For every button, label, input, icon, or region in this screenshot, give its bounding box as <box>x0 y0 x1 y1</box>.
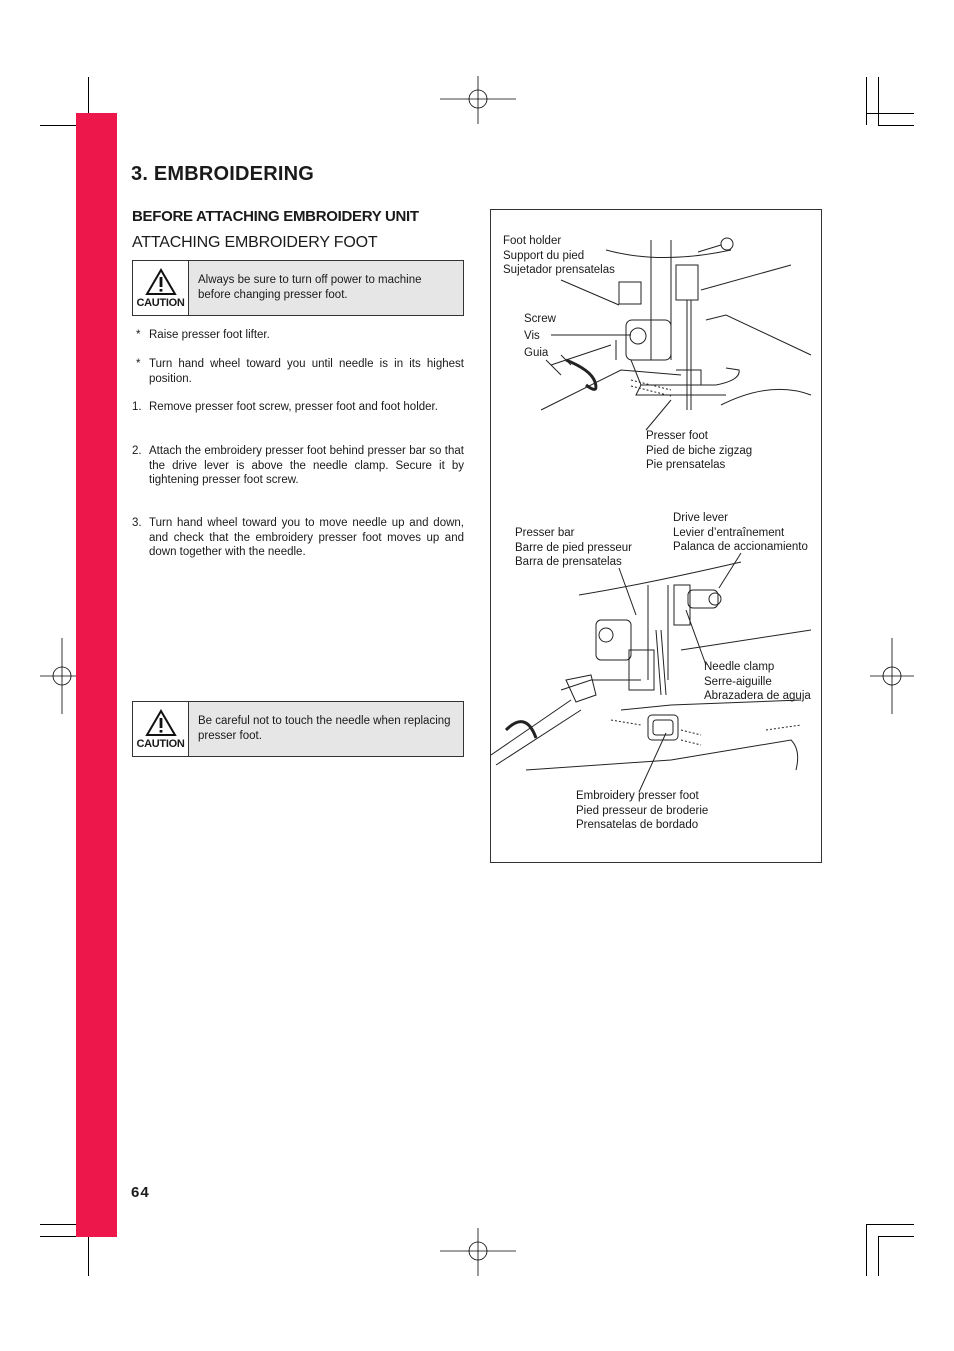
caution-message: Be careful not to touch the needle when replacing presser foot. <box>189 702 463 756</box>
page-number: 64 <box>131 1184 150 1201</box>
label-embroidery-presser-foot: Embroidery presser foot Pied presseur de broderie Prensatelas de bordado <box>576 790 709 831</box>
registration-mark-top <box>440 76 516 124</box>
caution-icon-cell <box>133 261 189 315</box>
section-title: 3. EMBROIDERING <box>131 163 315 185</box>
label-presser-foot: Presser foot Pied de biche zigzag Pie prensatelas <box>646 430 753 471</box>
step-3 <box>132 516 464 560</box>
warning-triangle-icon <box>145 709 177 737</box>
label-drive-lever: Drive lever Levier d’entraînement Palanca de accionamiento <box>673 512 808 553</box>
registration-mark-right <box>870 638 914 714</box>
step-2 <box>132 444 464 488</box>
chapter-color-bar <box>76 113 117 1237</box>
caution-box-needle <box>132 701 464 757</box>
step-turn-handwheel <box>132 357 464 386</box>
subheading: ATTACHING EMBROIDERY FOOT <box>132 234 378 251</box>
step-text: Remove presser foot screw, presser foot and foot holder. <box>149 401 438 413</box>
label-screw: Screw Vis Guia <box>524 313 556 359</box>
step-text: Raise presser foot lifter. <box>149 329 270 341</box>
step-text: Turn hand wheel toward you to move needle up and down, and check that the embroidery presser foot moves up and down together with the needle. <box>149 517 464 558</box>
caution-icon-cell <box>133 702 189 756</box>
registration-mark-bottom <box>440 1228 516 1276</box>
step-number: 2. <box>132 445 142 457</box>
heading: BEFORE ATTACHING EMBROIDERY UNIT <box>132 208 419 225</box>
step-bullet: * <box>136 358 141 370</box>
warning-triangle-icon <box>145 268 177 296</box>
step-1 <box>132 400 464 415</box>
illustration-frame <box>490 209 822 863</box>
step-bullet: * <box>136 329 141 341</box>
step-number: 1. <box>132 401 142 413</box>
label-foot-holder: Foot holder Support du pied Sujetador prensatelas <box>503 235 615 276</box>
step-text: Attach the embroidery presser foot behind presser bar so that the drive lever is above the needle clamp. Secure it by tightening presser foot screw. <box>149 445 464 486</box>
caution-label: CAUTION <box>136 296 185 309</box>
caution-label: CAUTION <box>136 737 185 750</box>
label-presser-bar: Presser bar Barre de pied presseur Barra de prensatelas <box>515 527 632 568</box>
step-text: Turn hand wheel toward you until needle is in its highest position. <box>149 358 464 385</box>
label-needle-clamp: Needle clamp Serre-aiguille Abrazadera de aguja <box>704 661 811 702</box>
step-number: 3. <box>132 517 142 529</box>
step-raise-lifter <box>132 328 464 343</box>
caution-message: Always be sure to turn off power to machine before changing presser foot. <box>189 261 463 315</box>
caution-box-power <box>132 260 464 316</box>
